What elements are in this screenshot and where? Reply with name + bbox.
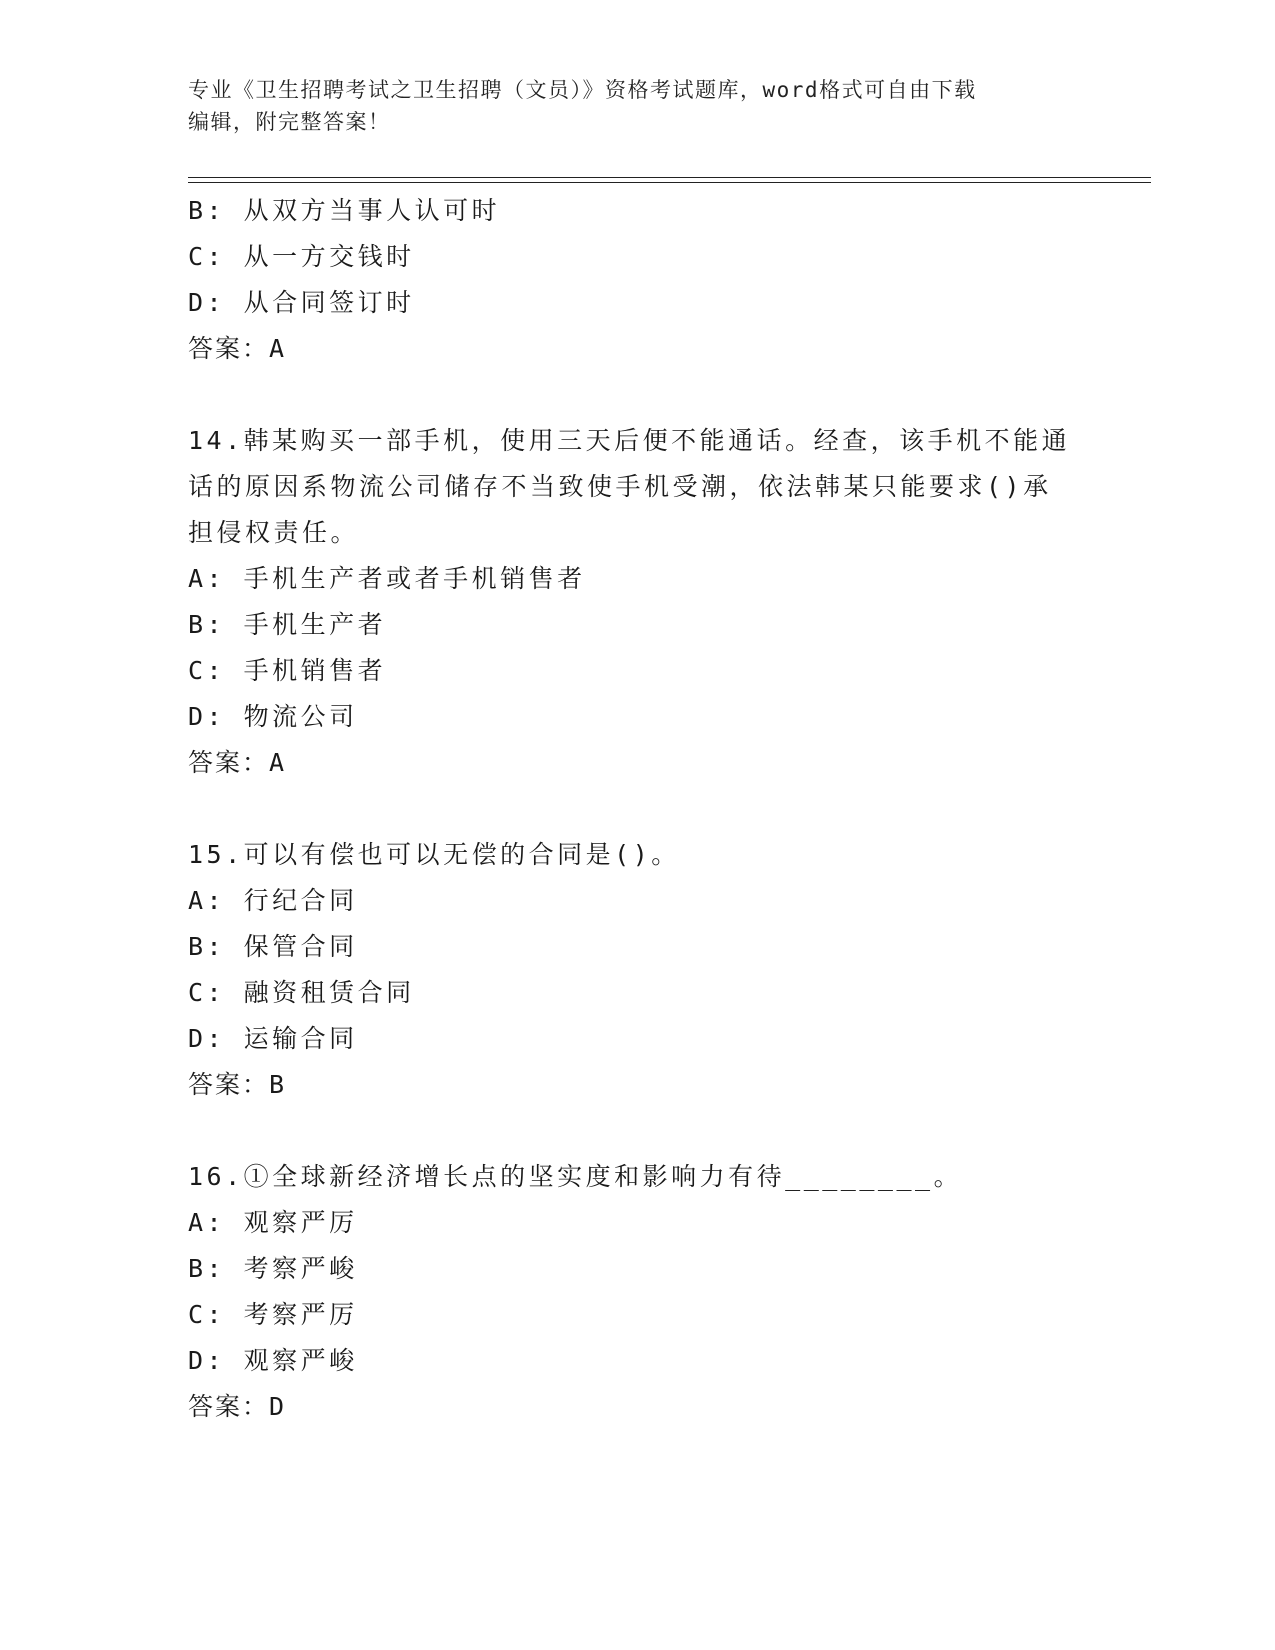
option-text: 保管合同 [243, 932, 358, 961]
option-b [188, 1246, 1088, 1292]
option-b [188, 188, 1088, 234]
question-15 [188, 832, 1088, 1108]
option-text: 手机生产者 [243, 610, 387, 639]
question-stem-line: 14.韩某购买一部手机，使用三天后便不能通话。经查，该手机不能通 [188, 426, 1071, 455]
option-text: 考察严峻 [243, 1254, 358, 1283]
question-16 [188, 1154, 1088, 1430]
spacer [188, 786, 1088, 832]
answer-line [188, 1384, 1088, 1430]
document-intro [188, 74, 1068, 138]
option-label: B: [188, 1254, 226, 1283]
header-divider-top [188, 177, 1151, 178]
option-label: B: [188, 932, 226, 961]
option-text: 手机生产者或者手机销售者 [243, 564, 586, 593]
option-label: B: [188, 196, 226, 225]
option-label: A: [188, 886, 226, 915]
question-stem-line: 担侵权责任。 [188, 518, 360, 547]
question-stem-line: 15.可以有偿也可以无偿的合同是()。 [188, 840, 680, 869]
answer-value: A [269, 334, 287, 363]
option-text: 考察严厉 [243, 1300, 358, 1329]
option-a [188, 1200, 1088, 1246]
option-text: 观察严厉 [243, 1208, 358, 1237]
option-c [188, 234, 1088, 280]
question-list [188, 188, 1088, 1430]
spacer [188, 372, 1088, 418]
question-14 [188, 418, 1088, 786]
option-c [188, 1292, 1088, 1338]
option-text: 从合同签订时 [243, 288, 415, 317]
answer-label: 答案： [188, 1070, 270, 1099]
option-label: D: [188, 702, 226, 731]
header-divider-bottom [188, 182, 1151, 183]
answer-label: 答案： [188, 748, 270, 777]
option-text: 观察严峻 [243, 1346, 358, 1375]
answer-label: 答案： [188, 334, 270, 363]
option-d [188, 1338, 1088, 1384]
option-b [188, 924, 1088, 970]
option-a [188, 556, 1088, 602]
intro-line-2: 编辑，附完整答案！ [188, 110, 391, 134]
option-d [188, 694, 1088, 740]
option-d [188, 1016, 1088, 1062]
answer-line [188, 740, 1088, 786]
question-stem-line: 话的原因系物流公司储存不当致使手机受潮，依法韩某只能要求()承 [188, 472, 1052, 501]
option-label: C: [188, 242, 226, 271]
option-text: 从双方当事人认可时 [243, 196, 501, 225]
option-label: C: [188, 1300, 226, 1329]
option-label: A: [188, 564, 226, 593]
option-c [188, 970, 1088, 1016]
option-text: 手机销售者 [243, 656, 387, 685]
answer-value: B [269, 1070, 287, 1099]
option-b [188, 602, 1088, 648]
option-label: A: [188, 1208, 226, 1237]
option-label: B: [188, 610, 226, 639]
question-13-continued [188, 188, 1088, 372]
spacer [188, 1108, 1088, 1154]
option-text: 行纪合同 [243, 886, 358, 915]
question-stem-line: 16.①全球新经济增长点的坚实度和影响力有待________。 [188, 1162, 963, 1191]
option-label: D: [188, 1024, 226, 1053]
answer-value: A [269, 748, 287, 777]
intro-line-1: 专业《卫生招聘考试之卫生招聘（文员）》资格考试题库，word格式可自由下载 [188, 78, 977, 102]
answer-value: D [269, 1392, 287, 1421]
option-text: 运输合同 [243, 1024, 358, 1053]
answer-label: 答案： [188, 1392, 270, 1421]
option-c [188, 648, 1088, 694]
option-text: 从一方交钱时 [243, 242, 415, 271]
answer-line [188, 326, 1088, 372]
option-a [188, 878, 1088, 924]
option-text: 融资租赁合同 [243, 978, 415, 1007]
option-label: C: [188, 656, 226, 685]
option-label: C: [188, 978, 226, 1007]
option-text: 物流公司 [243, 702, 358, 731]
option-label: D: [188, 288, 226, 317]
option-label: D: [188, 1346, 226, 1375]
answer-line [188, 1062, 1088, 1108]
option-d [188, 280, 1088, 326]
